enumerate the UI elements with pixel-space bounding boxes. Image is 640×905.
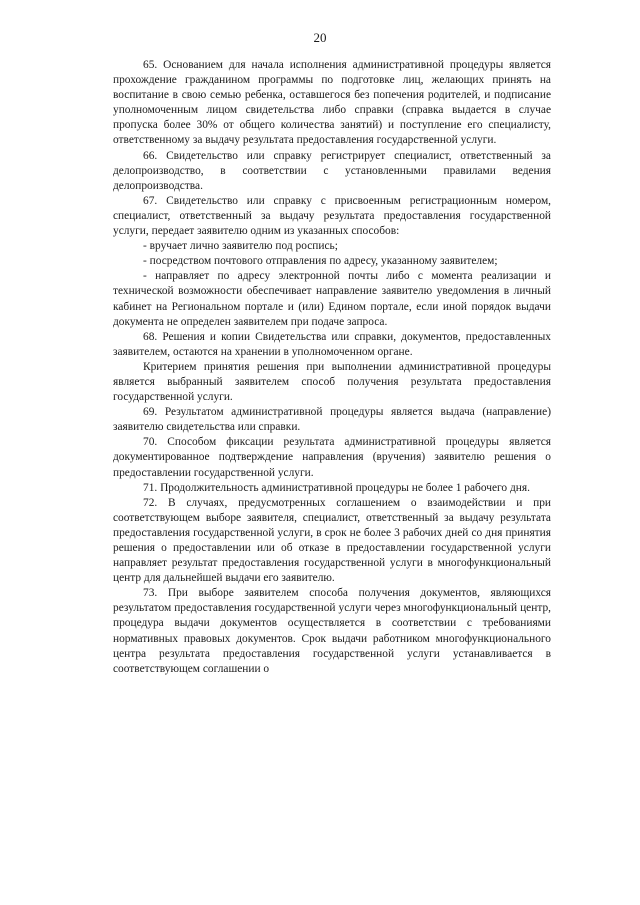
paragraph-71: 71. Продолжительность административной процедуры не более 1 рабочего дня. bbox=[143, 481, 530, 494]
page-number: 20 bbox=[313, 30, 327, 45]
list-item-electronic: - направляет по адресу электронной почты либо с момента реализации и технической возможности обеспечивает направление заявителю уведомления в личный кабинет на Региональном портале и (или) Едином портале, если иной порядок выдачи документа не определен заявителем при подаче запроса. bbox=[113, 270, 551, 328]
paragraph-68: 68. Решения и копии Свидетельства или справки, документов, предоставленных заявителем, остаются на хранении в уполномоченном органе. bbox=[113, 330, 551, 358]
paragraph-67: 67. Свидетельство или справку с присвоенным регистрационным номером, специалист, ответственный за выдачу результата предоставления государственной услуги, передает заявителю одним из указанных способов: bbox=[113, 194, 551, 238]
paragraph-72: 72. В случаях, предусмотренных соглашением о взаимодействии и при соответствующем выборе заявителя, специалист, ответственный за выдачу результата предоставления государственной услуги, в срок не более 3 рабочих дней со дня принятия решения о предоставлении или об отказе в предоставлении государственной услуги направляет результат предоставления государственной услуги в многофункциональный центр для дальнейшей выдачи его заявителю. bbox=[113, 496, 551, 585]
list-item-in-person: - вручает лично заявителю под роспись; bbox=[143, 240, 338, 253]
paragraph-decision-criterion: Критерием принятия решения при выполнении административной процедуры является выбранный заявителем способ получения результата предоставления государственной услуги. bbox=[113, 360, 551, 404]
list-item-by-post: - посредством почтового отправления по адресу, указанному заявителем; bbox=[143, 255, 498, 268]
paragraph-70: 70. Способом фиксации результата административной процедуры является документированное подтверждение направления (вручения) заявителю решения о предоставлении государственной услуги. bbox=[113, 436, 551, 479]
paragraph-73: 73. При выборе заявителем способа получения документов, являющихся результатом предоставления государственной услуги через многофункциональный центр, процедура выдачи документов осуществляется в соответствии с требованиями нормативных правовых документов. Срок выдачи работником многофункционального центра результата предоставления государственной услуги устанавливается в соответствующем соглашении о bbox=[113, 587, 551, 675]
paragraph-66: 66. Свидетельство или справку регистрирует специалист, ответственный за делопроизводство, в соответствии с установленными правилами ведения делопроизводства. bbox=[113, 149, 551, 192]
document-body bbox=[113, 58, 551, 677]
paragraph-65: 65. Основанием для начала исполнения административной процедуры является прохождение гражданином программы по подготовке лиц, желающих принять на воспитание в свою семью ребенка, оставшегося без попечения родителей, и подписание уполномоченным лицом свидетельства либо справки (справка выдается в случае пропуска более 30% от общего количества занятий) и поступление его специалисту, ответственному за выдачу результата предоставления государственной услуги. bbox=[113, 59, 551, 147]
paragraph-69: 69. Результатом административной процедуры является выдача (направление) заявителю свидетельства или справки. bbox=[113, 406, 551, 434]
